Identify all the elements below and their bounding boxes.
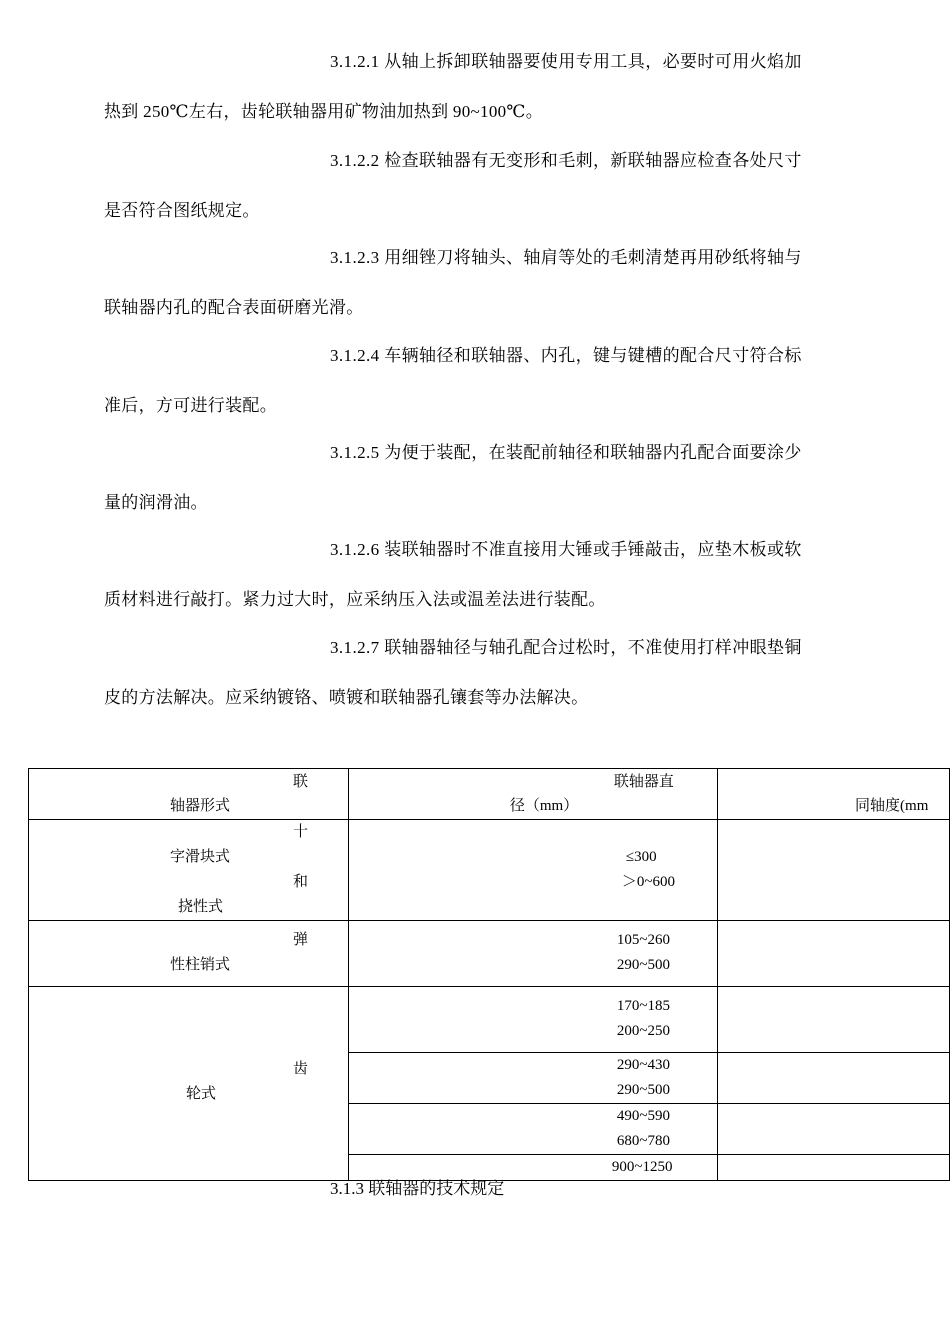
- diameter-cell: [348, 1053, 717, 1104]
- diameter-text: 290~500: [616, 1082, 670, 1098]
- diameter-cell: [348, 987, 717, 1053]
- paragraph-line: 3.1.2.4 车辆轴径和联轴器、内孔，键与键槽的配合尺寸符合标: [330, 346, 802, 365]
- header-diameter: [348, 769, 717, 820]
- paragraph-line: 皮的方法解决。应采纳镀铬、喷镀和联轴器孔镶套等办法解决。: [104, 688, 589, 707]
- paragraph-line: 是否符合图纸规定。: [104, 201, 260, 220]
- paragraph-line: 联轴器内孔的配合表面研磨光滑。: [104, 298, 364, 317]
- coupling-type-cell: [29, 987, 349, 1181]
- paragraph-line: 3.1.2.6 装联轴器时不准直接用大锤或手锤敲击，应垫木板或软: [330, 540, 802, 559]
- type-text: 齿: [293, 1061, 309, 1077]
- type-text: 挠性式: [178, 899, 224, 915]
- coaxiality-cell: [718, 1155, 950, 1181]
- type-text: 十: [293, 824, 309, 840]
- paragraph-line: 3.1.2.5 为便于装配，在装配前轴径和联轴器内孔配合面要涂少: [330, 443, 802, 462]
- header-text: 同轴度(mm: [855, 798, 929, 814]
- coupling-type-cell: [29, 820, 349, 921]
- coaxiality-cell: [718, 1053, 950, 1104]
- type-text: 弹: [293, 932, 309, 948]
- paragraph-line: 3.1.2.7 联轴器轴径与轴孔配合过松时，不准使用打样冲眼垫铜: [330, 638, 802, 657]
- coupling-spec-table: [28, 768, 950, 1181]
- coaxiality-cell: [718, 921, 950, 987]
- diameter-text: 680~780: [616, 1133, 670, 1149]
- header-coupling-type: [29, 769, 349, 820]
- paragraph-line: 3.1.2.2 检查联轴器有无变形和毛刺，新联轴器应检查各处尺寸: [330, 151, 802, 170]
- diameter-text: 170~185: [616, 998, 670, 1014]
- header-text: 轴器形式: [170, 798, 231, 814]
- diameter-text: 200~250: [616, 1023, 670, 1039]
- table-caption: 3.1.3 联轴器的技术规定: [330, 1179, 505, 1198]
- table-header-row: [29, 769, 950, 820]
- type-text: 性柱销式: [170, 957, 231, 973]
- diameter-cell: [348, 820, 717, 921]
- paragraph-line: 3.1.2.3 用细锉刀将轴头、轴肩等处的毛刺清楚再用砂纸将轴与: [330, 248, 802, 267]
- type-text: 和: [293, 874, 309, 890]
- table-row: [29, 987, 950, 1053]
- diameter-cell: [348, 921, 717, 987]
- coaxiality-cell: [718, 820, 950, 921]
- diameter-text: 490~590: [616, 1108, 670, 1124]
- type-text: 字滑块式: [170, 849, 231, 865]
- diameter-text: 900~1250: [611, 1159, 673, 1175]
- diameter-cell: [348, 1104, 717, 1155]
- header-text: 联轴器直: [613, 774, 674, 790]
- paragraph-line: 热到 250℃左右，齿轮联轴器用矿物油加热到 90~100℃。: [104, 102, 544, 121]
- coupling-type-cell: [29, 921, 349, 987]
- type-text: 轮式: [186, 1086, 217, 1102]
- header-text: 联: [293, 774, 309, 790]
- table-row: [29, 921, 950, 987]
- coaxiality-cell: [718, 1104, 950, 1155]
- paragraph-line: 量的润滑油。: [104, 493, 208, 512]
- diameter-text: 290~500: [616, 957, 670, 973]
- diameter-text: ＞0~600: [621, 874, 675, 890]
- header-text: 径（mm）: [509, 798, 579, 814]
- header-coaxiality: [718, 769, 950, 820]
- diameter-text: 290~430: [616, 1057, 670, 1073]
- table-row: [29, 820, 950, 921]
- paragraph-line: 3.1.2.1 从轴上拆卸联轴器要使用专用工具，必要时可用火焰加: [330, 52, 802, 71]
- diameter-text: 105~260: [616, 932, 670, 948]
- paragraph-line: 准后，方可进行装配。: [104, 396, 277, 415]
- coaxiality-cell: [718, 987, 950, 1053]
- paragraph-line: 质材料进行敲打。紧力过大时，应采纳压入法或温差法进行装配。: [104, 590, 606, 609]
- diameter-text: ≤300: [625, 849, 657, 865]
